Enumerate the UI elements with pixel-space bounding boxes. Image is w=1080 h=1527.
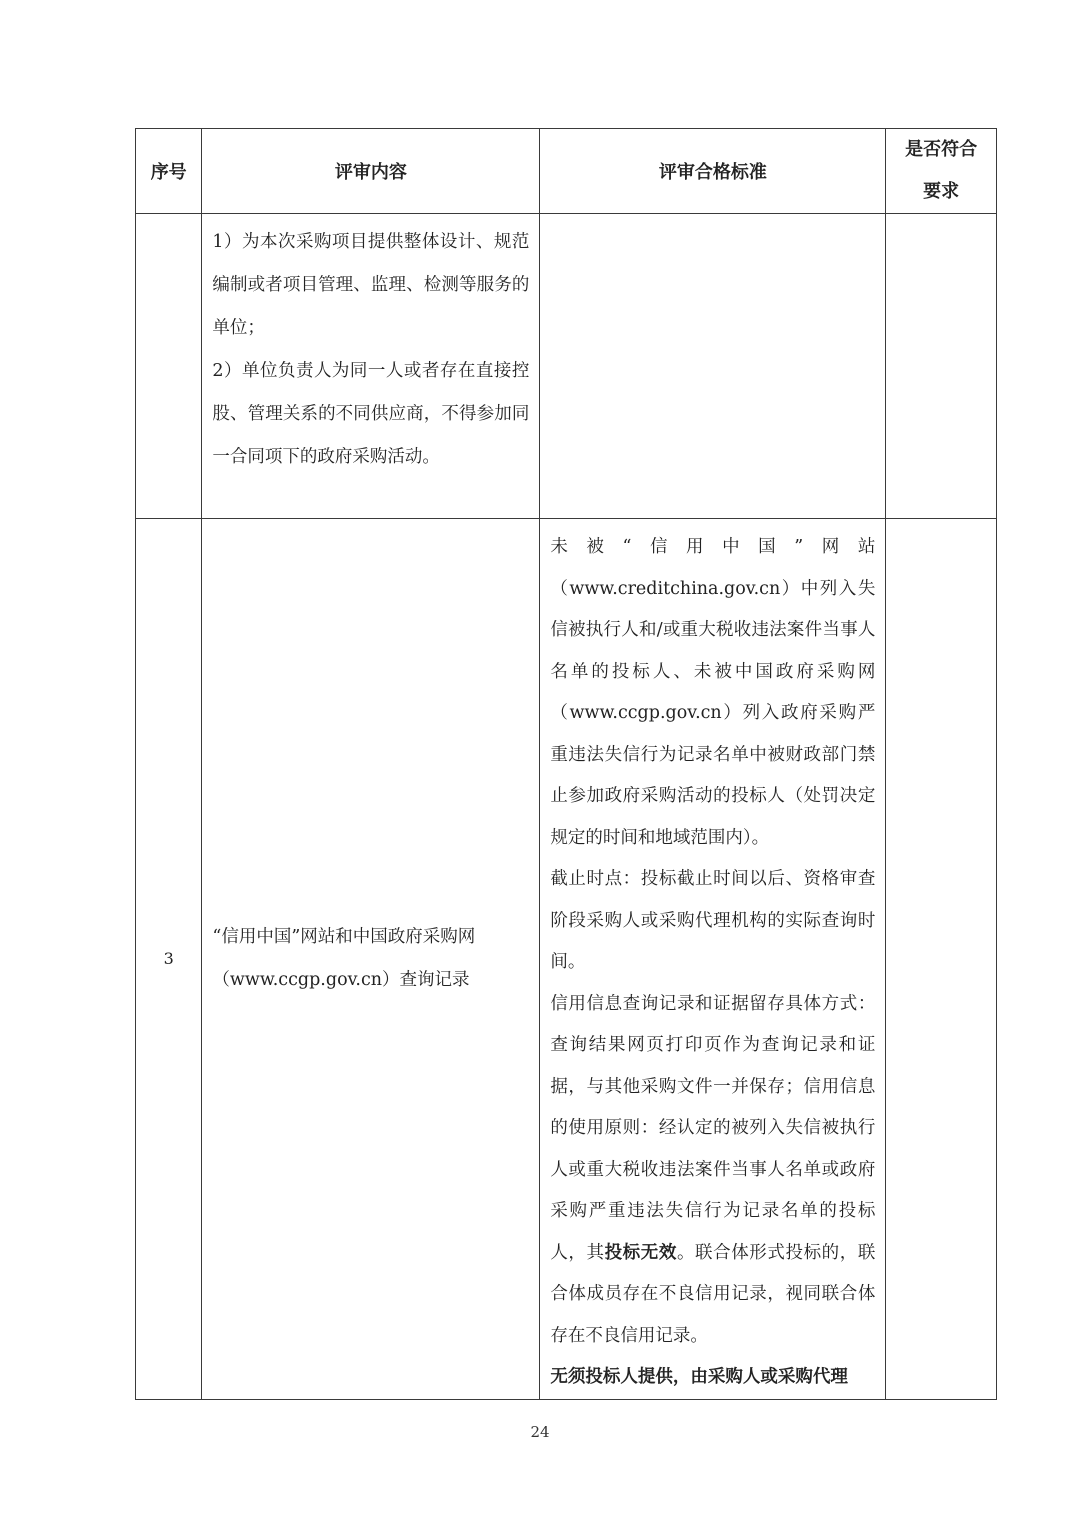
header-compliance-line2: 要求 xyxy=(923,181,960,202)
table-row xyxy=(136,214,997,519)
row2-content-line1: “信用中国”网站和中国政府采购网 xyxy=(212,926,476,947)
table-row xyxy=(136,519,997,1400)
standard-paragraph-4: 无须投标人提供，由采购人或采购代理 xyxy=(550,1367,848,1387)
standard-paragraph-1: 未被“信用中国”网站（www.creditchina.gov.cn）中列入失信被执行人和/或重大税收违法案件当事人名单的投标人、未被中国政府采购网（www.ccgp.gov.cn）列入政府采购严重违法失信行为记录名单中被财政部门禁止参加政府采购活动的投标人（处罚决定规定的时间和地域范围内）。 xyxy=(550,537,876,848)
row2-seq-cell: 3 xyxy=(136,519,202,1400)
header-seq: 序号 xyxy=(136,129,202,214)
standard-p3-tail: 。联合体形式投标的，联合体成员存在不良信用记录，视同联合体存在不良信用记录。 xyxy=(550,1242,876,1346)
header-compliance xyxy=(886,129,997,214)
evaluation-table xyxy=(135,128,997,1400)
row2-compliance-cell xyxy=(886,519,997,1400)
row1-content-item-2: 2）单位负责人为同一人或者存在直接控股、管理关系的不同供应商，不得参加同一合同项下的政府采购活动。 xyxy=(212,361,530,467)
header-standard: 评审合格标准 xyxy=(540,129,886,214)
row2-content-cell xyxy=(202,519,540,1400)
row1-standard-cell xyxy=(540,214,886,519)
row1-compliance-cell xyxy=(886,214,997,519)
header-content: 评审内容 xyxy=(202,129,540,214)
row2-standard-cell xyxy=(540,519,886,1400)
row1-seq-cell xyxy=(136,214,202,519)
row2-content-line2: （www.ccgp.gov.cn）查询记录 xyxy=(212,969,470,990)
page-number: 24 xyxy=(530,1423,550,1441)
header-compliance-line1: 是否符合 xyxy=(905,139,978,160)
standard-p3-text: 信用信息查询记录和证据留存具体方式：查询结果网页打印页作为查询记录和证据，与其他采购文件一并保存；信用信息的使用原则：经认定的被列入失信被执行人或重大税收违法案件当事人名单或政府采购严重违法失信行为记录名单的投标人，其 xyxy=(550,993,876,1263)
row1-content-item-1: 1）为本次采购项目提供整体设计、规范编制或者项目管理、监理、检测等服务的单位； xyxy=(212,232,530,338)
row1-content-cell xyxy=(202,214,540,519)
standard-paragraph-3 xyxy=(550,984,875,1358)
table-header-row xyxy=(136,129,997,214)
standard-paragraph-2: 截止时点：投标截止时间以后、资格审查阶段采购人或采购代理机构的实际查询时间。 xyxy=(550,869,876,972)
standard-p3-bold: 投标无效 xyxy=(604,1242,677,1263)
